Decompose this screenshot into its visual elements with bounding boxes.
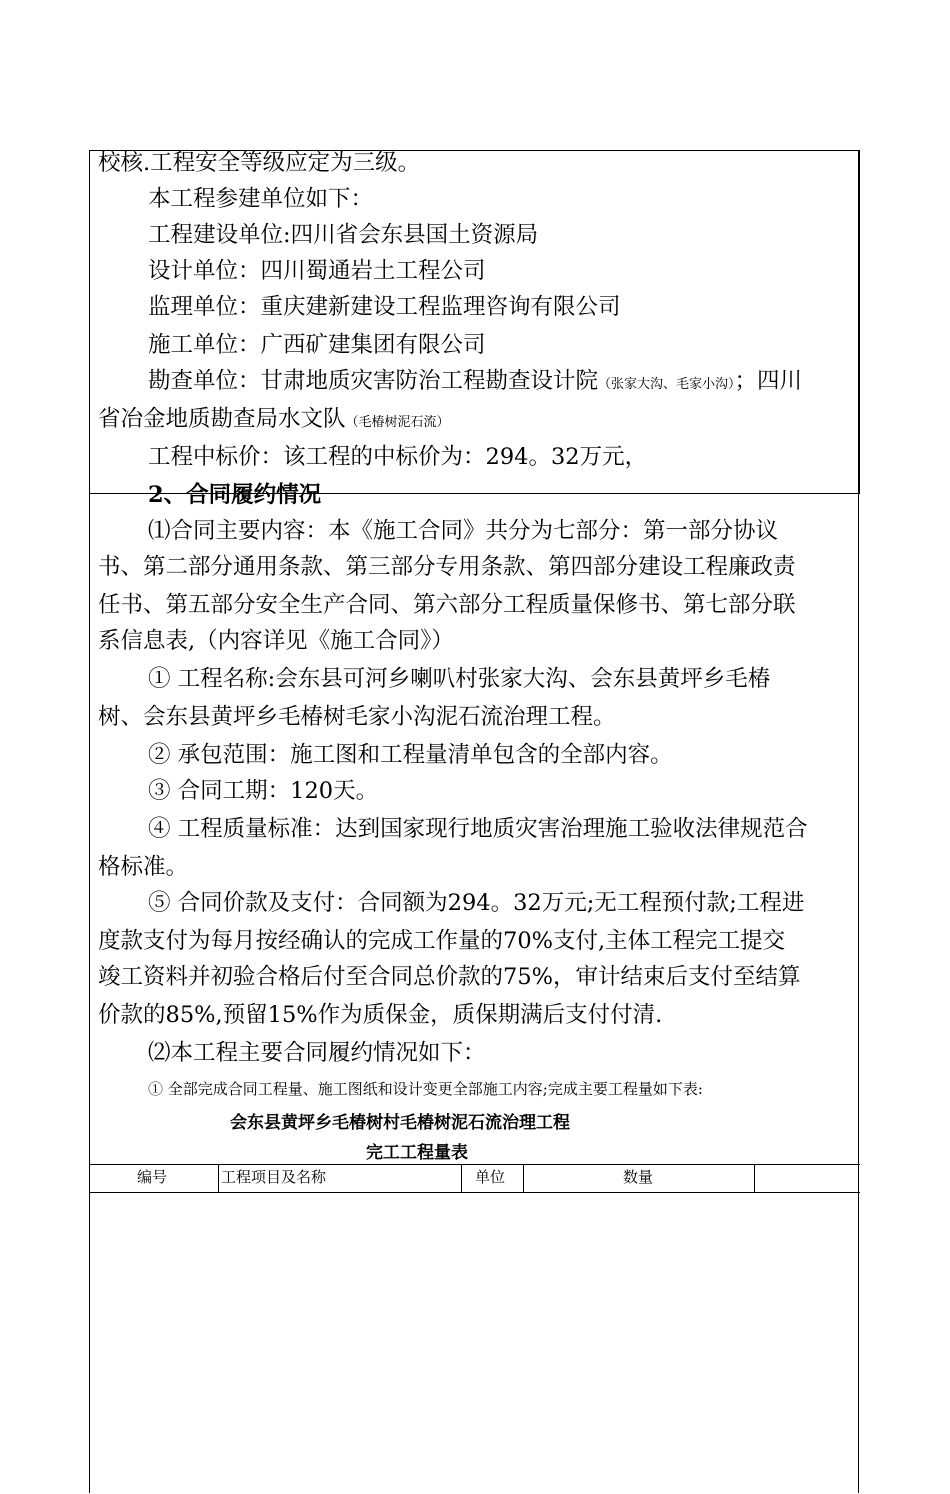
item-payment: ⑤ 合同价款及支付：合同额为294。32万元;无工程预付款;工程进 xyxy=(148,890,805,916)
item-duration: ③ 合同工期：120天。 xyxy=(148,778,379,804)
survey-line-2-text: 省冶金地质勘查局水文队 xyxy=(98,406,346,432)
header-quantity: 数量 xyxy=(623,1168,654,1186)
table-col-divider xyxy=(523,1164,524,1193)
table-col-divider xyxy=(218,1164,219,1193)
table-subtitle: 完工工程量表 xyxy=(366,1143,468,1163)
survey-line-2 xyxy=(98,404,450,438)
bid-line: 工程中标价：该工程的中标价为：294。32万元， xyxy=(148,444,648,470)
header-item-name: 工程项目及名称 xyxy=(221,1168,327,1186)
text-line: 本工程参建单位如下： xyxy=(148,186,374,212)
survey-mid: ；四川 xyxy=(734,368,803,394)
contract-para: 系信息表,（内容详见《施工合同》） xyxy=(98,628,454,654)
contract-para: 书、第二部分通用条款、第三部分专用条款、第四部分建设工程廉政责 xyxy=(98,554,796,580)
item-payment: 度款支付为每月按经确认的完成工作量的70%支付,主体工程完工提交 xyxy=(98,928,786,954)
text-line: 施工单位：广西矿建集团有限公司 xyxy=(148,332,486,358)
item-payment: 竣工资料并初验合格后付至合同总价款的75%，审计结束后支付至结算 xyxy=(98,964,801,990)
frame-right-border xyxy=(858,150,859,1493)
table-title: 会东县黄坪乡毛椿树村毛椿树泥石流治理工程 xyxy=(230,1113,570,1133)
contract-para: 任书、第五部分安全生产合同、第六部分工程质量保修书、第七部分联 xyxy=(98,592,796,618)
table-top-line xyxy=(89,1164,860,1165)
header-number: 编号 xyxy=(137,1168,168,1186)
text-line: 工程建设单位:四川省会东县国土资源局 xyxy=(148,222,539,248)
item-quality: 格标准。 xyxy=(98,854,189,880)
item-payment: 价款的85%,预留15%作为质保金，质保期满后支付付清. xyxy=(98,1002,663,1028)
item-name: ① 工程名称:会东县可河乡喇叭村张家大沟、会东县黄坪乡毛椿 xyxy=(148,666,771,692)
survey-lead: 勘查单位：甘肃地质灾害防治工程勘查设计院 xyxy=(148,368,599,394)
text-line: 设计单位：四川蜀通岩土工程公司 xyxy=(148,258,486,284)
survey-line-1 xyxy=(148,366,802,400)
item-quality: ④ 工程质量标准：达到国家现行地质灾害治理施工验收法律规范合 xyxy=(148,816,808,842)
survey-note-2: （毛椿树泥石流） xyxy=(345,415,450,430)
text-line: 校核.工程安全等级应定为三级。 xyxy=(98,150,421,176)
header-unit: 单位 xyxy=(475,1168,506,1186)
contract-para: ⑴合同主要内容：本《施工合同》共分为七部分：第一部分协议 xyxy=(148,518,779,544)
item-name: 树、会东县黄坪乡毛椿树毛家小沟泥石流治理工程。 xyxy=(98,704,616,730)
completion-note: ① 全部完成合同工程量、施工图纸和设计变更全部施工内容;完成主要工程量如下表: xyxy=(148,1080,703,1098)
text-line: 监理单位：重庆建新建设工程监理咨询有限公司 xyxy=(148,294,621,320)
frame-left-border xyxy=(89,150,90,1493)
performance-para: ⑵本工程主要合同履约情况如下： xyxy=(148,1040,486,1066)
table-col-divider xyxy=(461,1164,462,1193)
survey-note-1: （张家大沟、毛家小沟） xyxy=(598,377,735,392)
section-heading: 2、合同履约情况 xyxy=(148,482,322,508)
table-col-divider xyxy=(754,1164,755,1193)
table-bottom-line xyxy=(89,1192,860,1193)
item-scope: ② 承包范围：施工图和工程量清单包含的全部内容。 xyxy=(148,742,673,768)
table-header-row xyxy=(89,1164,860,1193)
